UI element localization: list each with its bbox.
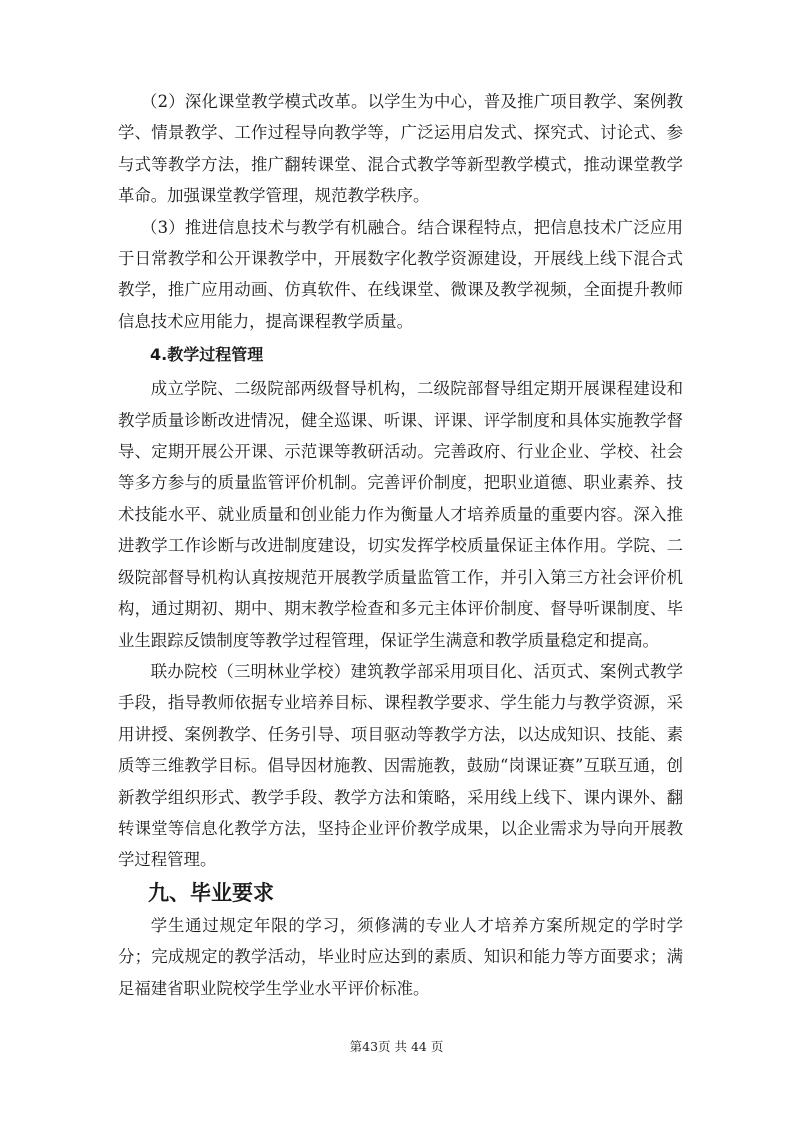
page-number-footer: 第43页 共 44 页 [349, 1039, 444, 1054]
paragraph-graduation-requirements: 学生通过规定年限的学习，须修满的专业人才培养方案所规定的学时学分；完成规定的教学活动，毕业时应达到的素质、知识和能力等方面要求；满足福建省职业院校学生学业水平评价标准。 [118, 915, 683, 998]
page-content [118, 86, 683, 1004]
paragraph-supervision: 成立学院、二级院部两级督导机构，二级院部督导组定期开展课程建设和教学质量诊断改进情况，健全巡课、听课、评课、评学制度和具体实施教学督导、定期开展公开课、示范课等教研活动。完善政府、行业企业、学校、社会等多方参与的质量监管评价机制。完善评价制度，把职业道德、职业素养、技术技能水平、就业质量和创业能力作为衡量人才培养质量的重要内容。深入推进教学工作诊断与改进制度建设，切实发挥学校质量保证主体作用。学院、二级院部督导机构认真按规范开展教学质量监管工作，并引入第三方社会评价机构，通过期初、期中、期末教学检查和多元主体评价制度、督导听课制度、毕业生跟踪反馈制度等教学过程管理，保证学生满意和教学质量稳定和提高。 [118, 379, 683, 650]
paragraph-classroom-reform: （2）深化课堂教学模式改革。以学生为中心，普及推广项目教学、案例教学、情景教学、工作过程导向教学等，广泛运用启发式、探究式、讨论式、参与式等教学方法，推广翻转课堂、混合式教学等新型教学模式，推动课堂教学革命。加强课堂教学管理，规范教学秩序。 [118, 92, 683, 206]
paragraph-it-integration: （3）推进信息技术与教学有机融合。结合课程特点，把信息技术广泛应用于日常教学和公开课教学中，开展数字化教学资源建设，开展线上线下混合式教学，推广应用动画、仿真软件、在线课堂、微课及教学视频，全面提升教师信息技术应用能力，提高课程教学质量。 [118, 217, 683, 331]
paragraph-joint-school: 联办院校（三明林业学校）建筑教学部采用项目化、活页式、案例式教学手段，指导教师依据专业培养目标、课程教学要求、学生能力与教学资源，采用讲授、案例教学、任务引导、项目驱动等教学方法，以达成知识、技能、素质等三维教学目标。倡导因材施教、因需施教，鼓励“岗课证赛”互联互通，创新教学组织形式、教学手段、教学方法和策略，采用线上线下、课内课外、翻转课堂等信息化教学方法，坚持企业评价教学成果，以企业需求为导向开展教学过程管理。 [118, 661, 683, 870]
chapter-heading-graduation: 九、毕业要求 [148, 880, 274, 905]
section-heading-teaching-process: 4.教学过程管理 [150, 345, 264, 365]
